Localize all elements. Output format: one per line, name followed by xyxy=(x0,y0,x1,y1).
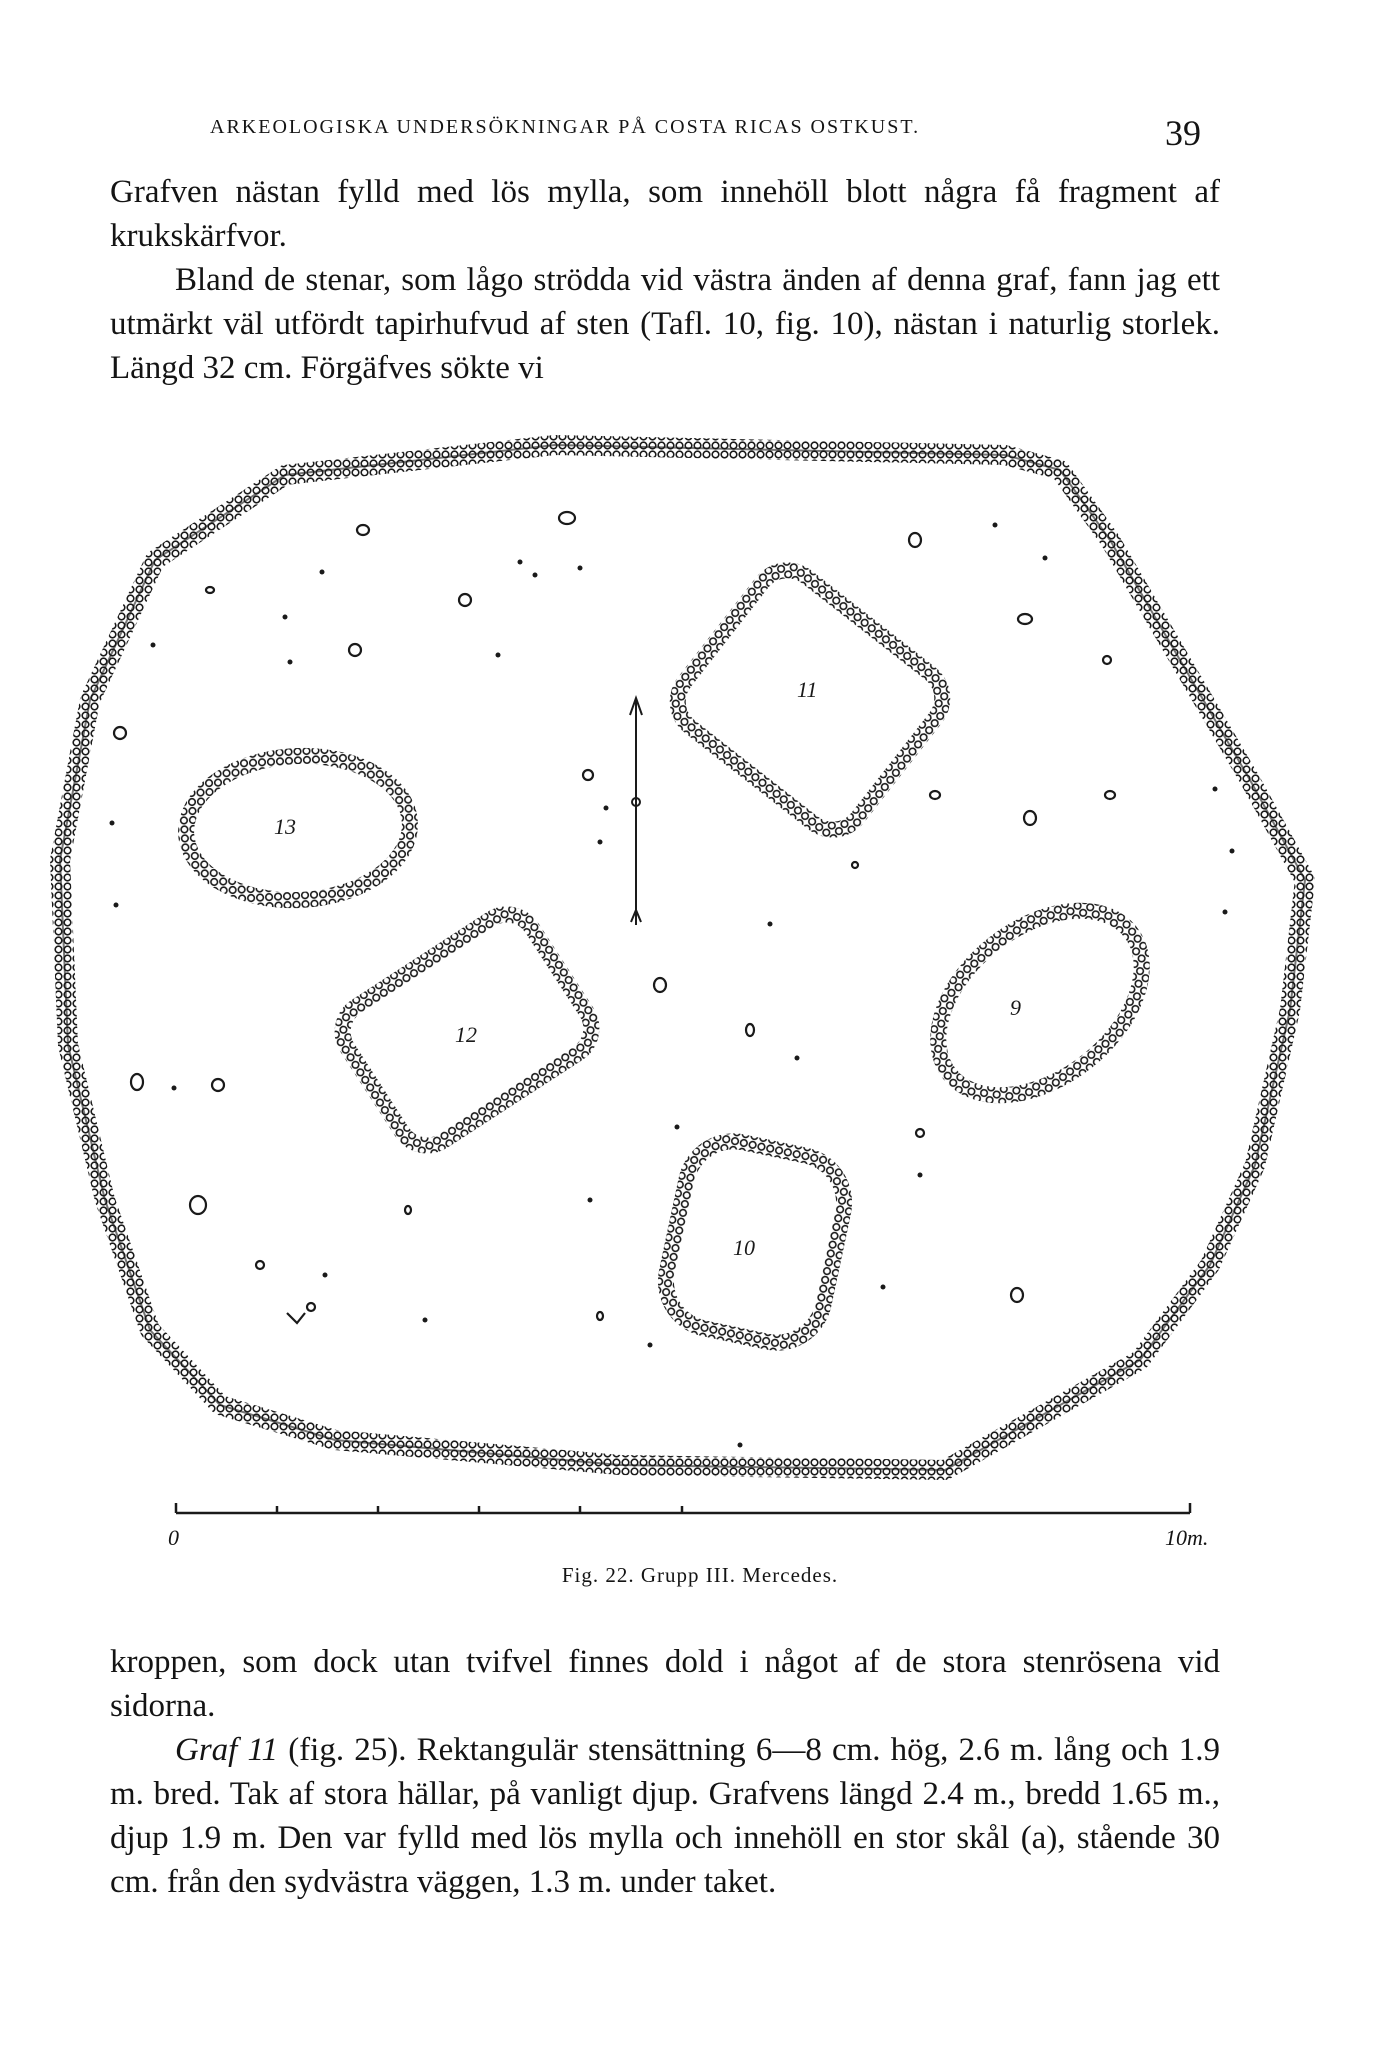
grave-label-12: 12 xyxy=(455,1022,477,1047)
north-arrow xyxy=(630,698,642,925)
grave-label-10: 10 xyxy=(733,1235,755,1260)
paragraph-graf-11 xyxy=(110,1728,1220,1904)
grave-label-9: 9 xyxy=(1010,995,1021,1020)
bottom-text-block xyxy=(110,1640,1220,1904)
grave-label-13: 13 xyxy=(274,814,296,839)
scale-start-label: 0 xyxy=(168,1525,179,1550)
paragraph-kroppen: kroppen, som dock utan tvifvel finnes dold i något af de stora stenrösena vid sidorna. xyxy=(110,1644,1220,1724)
grave-9-cairn xyxy=(903,873,1177,1133)
scale-end-label: 10m. xyxy=(1165,1525,1209,1550)
graf-11-description: (fig. 25). Rektangulär stensättning 6—8 cm. hög, 2.6 m. lång och 1.9 m. bred. Tak af stora hällar, på vanligt djup. Grafvens längd 2.4 m., bredd 1.65 m., djup 1.9 m. Den var fylld med lös mylla och innehöll en stor skål (a), stående 30 cm. från den sydvästra väggen, 1.3 m. under taket. xyxy=(110,1732,1220,1900)
scattered-stones xyxy=(114,512,1115,1323)
grave-13-cairn xyxy=(182,750,413,906)
grave-label-11: 11 xyxy=(797,677,818,702)
graf-11-heading: Graf 11 xyxy=(175,1732,279,1768)
figure-caption: Fig. 22. Grupp III. Mercedes. xyxy=(561,1563,839,1587)
paragraph-bland: Bland de stenar, som lågo strödda vid västra änden af denna graf, fann jag ett utmärkt väl utfördt tapirhufvud af sten (Tafl. 10, fig. 10), nästan i naturlig storlek. Längd 32 cm. Förgäfves sökte vi xyxy=(110,262,1220,386)
page-number: 39 xyxy=(1165,113,1201,153)
running-head: ARKEOLOGISKA UNDERSÖKNINGAR PÅ COSTA RICAS OSTKUST. xyxy=(210,116,921,138)
scale-bar xyxy=(176,1503,1190,1513)
grave-10-cairn xyxy=(657,1132,853,1351)
paragraph-grafven: Grafven nästan fylld med lös mylla, som innehöll blott några få fragment af krukskärfvor. xyxy=(110,174,1220,254)
